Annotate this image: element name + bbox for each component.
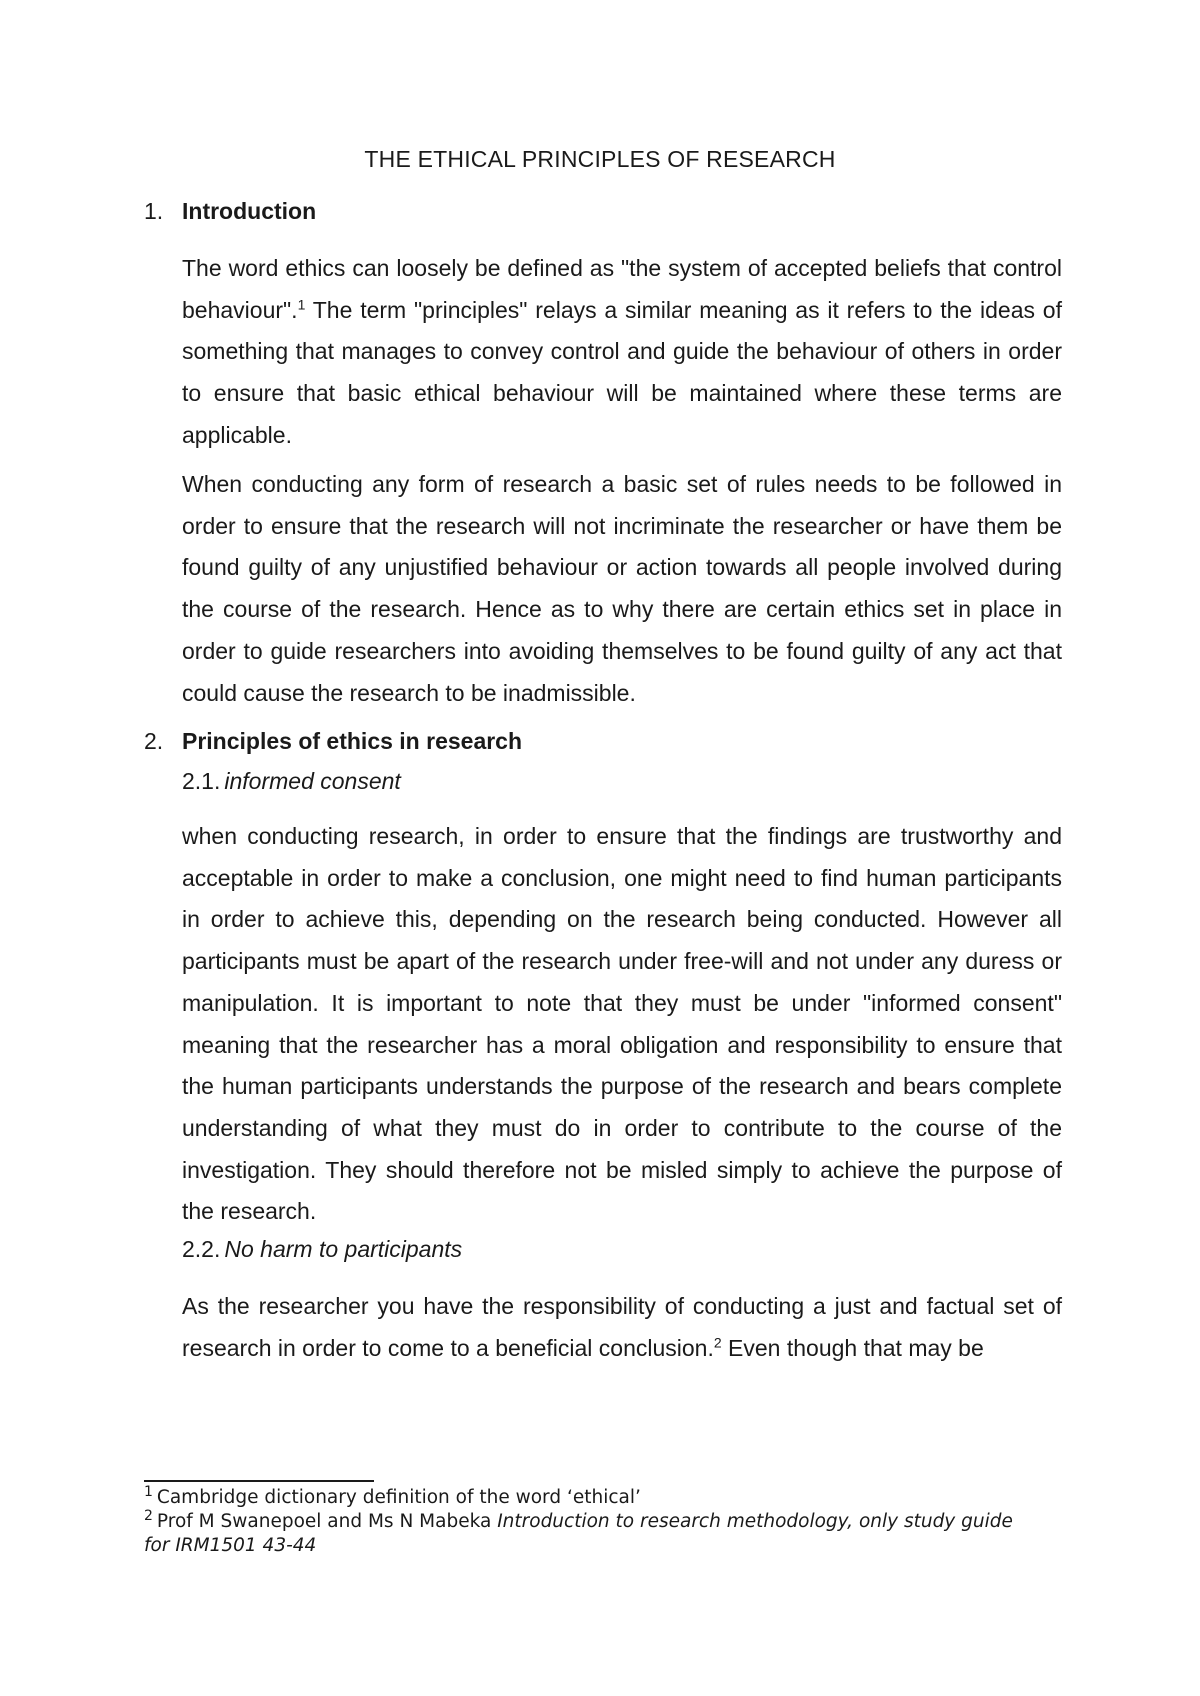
section-heading-principles <box>144 728 522 755</box>
paragraph-text: The word ethics can loosely be defined as "the system of accepted beliefs that control behaviour". <box>182 255 1062 323</box>
footnote-reference[interactable]: 2 <box>713 1334 722 1351</box>
section-title: Principles of ethics in research <box>182 728 523 754</box>
section-heading-introduction <box>144 198 316 225</box>
footnote-mark: 1 <box>144 1483 153 1500</box>
intro-paragraph-2: When conducting any form of research a basic set of rules needs to be followed in order to ensure that the research will not incriminate the researcher or have them be found guilty of any unjustified behaviour or action towards all people involved during the course of the research. Hence as to why there are certain ethics set in place in order to guide researchers into avoiding themselves to be found guilty of any act that could cause the research to be inadmissible. <box>182 471 1062 706</box>
section-title: Introduction <box>182 198 317 224</box>
subsection-title: No harm to participants <box>224 1236 463 1262</box>
intro-paragraph-1 <box>182 248 1062 457</box>
subsection-number: 2.1. <box>182 768 221 794</box>
footnote-reference[interactable]: 1 <box>297 296 306 313</box>
footnote-2 <box>144 1507 1044 1558</box>
footnote-separator <box>144 1480 374 1482</box>
no-harm-paragraph <box>182 1286 1062 1369</box>
subsection-number: 2.2. <box>182 1236 221 1262</box>
footnote-mark: 2 <box>144 1507 153 1524</box>
subsection-heading-no-harm <box>182 1236 462 1263</box>
subsection-heading-informed-consent <box>182 768 401 795</box>
footnote-1 <box>144 1483 1044 1510</box>
footnote-citation-title: Introduction to research methodology, only study guide for IRM1501 43-44 <box>144 1511 1013 1556</box>
paragraph-text: The term "principles" relays a similar meaning as it refers to the ideas of something that manages to convey control and guide the behaviour of others in order to ensure that basic ethical behaviour will be maintained where these terms are applicable. <box>182 296 1062 448</box>
informed-consent-paragraph: when conducting research, in order to ensure that the findings are trustworthy and acceptable in order to make a conclusion, one might need to find human participants in order to achieve this, depending on the research being conducted. However all participants must be apart of the research under free-will and not under any duress or manipulation. It is important to note that they must be under "informed consent" meaning that the researcher has a moral obligation and responsibility to ensure that the human participants understands the purpose of the research and bears complete understanding of what they must do in order to contribute to the course of the investigation. They should therefore not be misled simply to achieve the purpose of the research. <box>182 823 1062 1225</box>
footnote-text: Prof M Swanepoel and Ms N Mabeka <box>156 1511 498 1532</box>
section-number: 1. <box>144 198 164 224</box>
paragraph-text: As the researcher you have the responsibility of conducting a just and factual set of research in order to come to a beneficial conclusion. <box>182 1293 1062 1361</box>
section-number: 2. <box>144 728 164 754</box>
footnote-text: Cambridge dictionary definition of the word ‘ethical’ <box>156 1487 641 1508</box>
document-title: THE ETHICAL PRINCIPLES OF RESEARCH <box>364 146 836 172</box>
subsection-title: informed consent <box>224 768 401 794</box>
paragraph-text: Even though that may be <box>721 1334 984 1361</box>
